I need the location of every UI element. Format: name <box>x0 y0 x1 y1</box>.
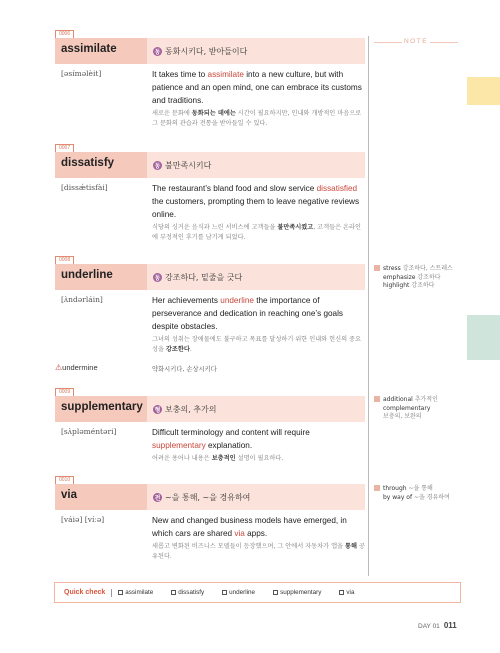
pronunciation: [váiə] [víːə] <box>61 515 105 524</box>
note-item: stress 강조하다, 스트레스 emphasize 강조하다 highlight 강조하다 <box>374 265 474 291</box>
day-label: DAY 01 <box>418 623 440 630</box>
example-korean: 식당의 싱거운 음식과 느린 서비스에 고객들을 불만족시켰고, 고객들은 온라인에 부정적인 후기를 남기게 되었다. <box>152 224 361 241</box>
pronunciation: [əsíməlèit] <box>61 69 102 78</box>
headword: underline <box>61 269 113 281</box>
note-item: through ~을 통해 by way of ~을 경유하여 <box>374 485 474 502</box>
entry-number: 0008 <box>55 256 74 264</box>
side-tab-yellow <box>467 77 500 105</box>
quick-check-item[interactable]: assimilate <box>118 589 153 596</box>
quick-check-item[interactable]: supplementary <box>273 589 321 596</box>
quick-check-item[interactable]: underline <box>222 589 255 596</box>
caution-icon: ⚠ <box>55 363 63 372</box>
word-entry <box>55 477 365 560</box>
pronunciation: [sʌ̀pləméntəri] <box>61 427 117 436</box>
page-footer <box>418 621 457 630</box>
part-of-speech-badge: 형 <box>153 405 162 414</box>
highlighted-word: assimilate <box>207 70 244 79</box>
headword: assimilate <box>61 43 117 55</box>
highlighted-word: supplementary <box>152 441 206 450</box>
example-korean: 새로운 문화에 동화되는 데에는 시간이 필요하지만, 인내와 개방적인 마음으로 그 문화의 관습과 전통을 받아들일 수 있다. <box>152 110 362 127</box>
headword: dissatisfy <box>61 157 115 169</box>
example-korean: 어려운 용어나 내용은 보충적인 설명이 필요하다. <box>152 455 284 462</box>
checkbox-icon[interactable] <box>118 590 123 595</box>
part-of-speech-badge: 동 <box>153 47 162 56</box>
word-entry <box>55 389 365 462</box>
word-meaning: 강조하다, 밑줄을 긋다 <box>165 272 243 282</box>
highlighted-word: dissatisfied <box>316 184 358 193</box>
entry-number: 0010 <box>55 476 74 484</box>
headword: supplementary <box>61 401 143 413</box>
word-header <box>55 257 365 290</box>
checkbox-icon[interactable] <box>222 590 227 595</box>
highlighted-word: underline <box>220 296 254 305</box>
word-header <box>55 389 365 422</box>
entry-number: 0006 <box>55 30 74 38</box>
quick-check-bar <box>54 582 461 603</box>
headword: via <box>61 489 77 501</box>
checkbox-icon[interactable] <box>273 590 278 595</box>
page-number: 011 <box>443 621 457 630</box>
derivative-meaning: 약화시키다, 손상시키다 <box>152 366 217 373</box>
example-english: Her achievements underline the importance of perseverance and dedication in reaching one’s goals despite obstacles. <box>152 296 344 331</box>
note-item: additional 추가적인 complementary 보충의, 보완의 <box>374 396 474 422</box>
note-divider <box>368 36 369 576</box>
entry-number: 0007 <box>55 144 74 152</box>
pronunciation: [ʌ̀ndərláin] <box>61 295 103 304</box>
word-meaning: ~을 통해, ~을 경유하여 <box>165 492 251 502</box>
example-english: New and changed business models have emerged, in which cars are shared via apps. <box>152 516 347 538</box>
pronunciation: [dissǽtisfài] <box>61 183 108 192</box>
part-of-speech-badge: 전 <box>153 493 162 502</box>
quick-check-item[interactable]: dissatisfy <box>171 589 204 596</box>
example-korean: 그녀의 성취는 장애물에도 불구하고 목표를 달성하기 위한 인내와 헌신의 중요성을 강조한다. <box>152 336 361 353</box>
word-meaning: 보충의, 추가의 <box>165 404 217 414</box>
word-entry <box>55 31 365 127</box>
note-header: NOTE <box>403 38 429 45</box>
word-header <box>55 31 365 64</box>
part-of-speech-badge: 동 <box>153 273 162 282</box>
note-icon <box>374 265 380 271</box>
derivative-word: ⚠undermine <box>55 363 98 372</box>
word-header <box>55 145 365 178</box>
side-tab-green <box>467 315 500 360</box>
word-entry <box>55 257 365 373</box>
example-english: Difficult terminology and content will require supplementary explanation. <box>152 428 310 450</box>
word-header <box>55 477 365 510</box>
checkbox-icon[interactable] <box>339 590 344 595</box>
entry-number: 0009 <box>55 388 74 396</box>
quick-check-item[interactable]: via <box>339 589 354 596</box>
quick-check-title: Quick check <box>64 589 106 596</box>
example-korean: 새롭고 변화된 비즈니스 모델들이 등장했으며, 그 안에서 자동차가 앱을 통해 공유된다. <box>152 543 365 560</box>
checkbox-icon[interactable] <box>171 590 176 595</box>
divider <box>111 589 112 597</box>
example-english: The restaurant’s bland food and slow service dissatisfied the customers, prompting them to leave negative reviews online. <box>152 184 360 219</box>
note-icon <box>374 485 380 491</box>
word-entry <box>55 145 365 241</box>
note-icon <box>374 396 380 402</box>
word-meaning: 불만족시키다 <box>165 160 212 170</box>
example-english: It takes time to assimilate into a new culture, but with patience and an open mind, one can embrace its customs and traditions. <box>152 70 362 105</box>
word-meaning: 동화시키다, 받아들이다 <box>165 46 248 56</box>
highlighted-word: via <box>234 529 245 538</box>
part-of-speech-badge: 동 <box>153 161 162 170</box>
